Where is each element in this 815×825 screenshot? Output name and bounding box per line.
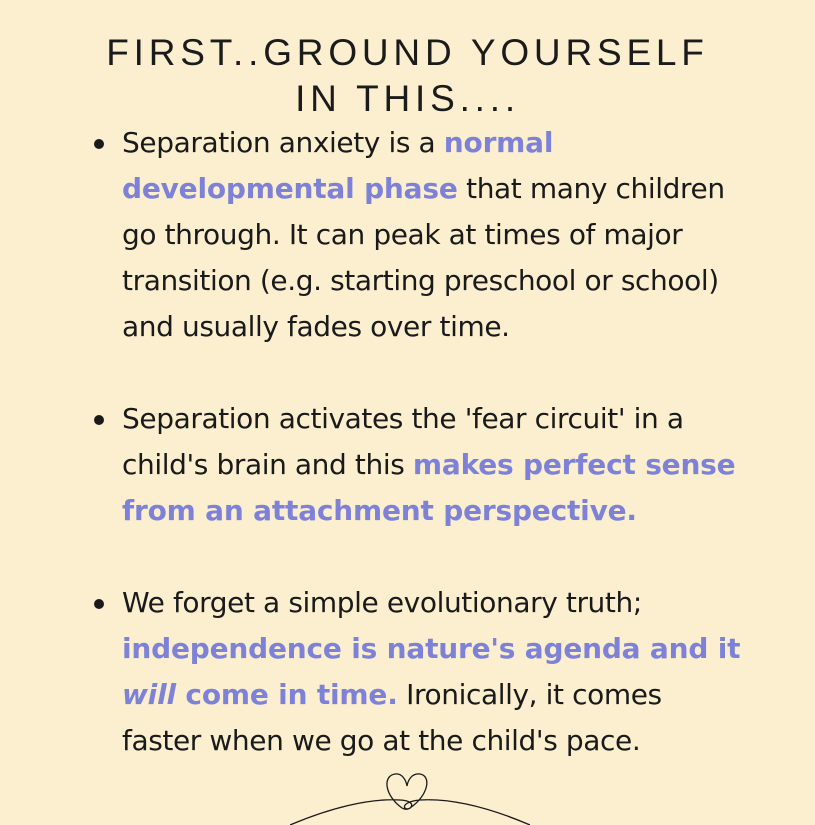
title-line-1: FIRST..GROUND YOURSELF bbox=[106, 32, 709, 73]
heart-flourish-icon bbox=[290, 768, 530, 825]
bullet-line bbox=[122, 580, 762, 626]
bullet-item-fear-circuit bbox=[122, 396, 762, 534]
plain-text: and usually fades over time. bbox=[122, 310, 510, 343]
highlight-text: makes perfect sense bbox=[412, 448, 736, 481]
plain-text: We forget a simple evolutionary truth; bbox=[122, 586, 642, 619]
bullet-dot-icon bbox=[94, 139, 104, 149]
bullet-line bbox=[122, 672, 762, 718]
plain-text: faster when we go at the child's pace. bbox=[122, 724, 641, 757]
bullet-line bbox=[122, 718, 762, 764]
bullet-line bbox=[122, 258, 762, 304]
plain-text: transition (e.g. starting preschool or school) bbox=[122, 264, 719, 297]
bullet-dot-icon bbox=[94, 599, 104, 609]
bullet-line bbox=[122, 304, 762, 350]
plain-text: child's brain and this bbox=[122, 448, 413, 481]
bullet-line bbox=[122, 626, 762, 672]
plain-text: go through. It can peak at times of major bbox=[122, 218, 683, 251]
plain-text: Separation activates the 'fear circuit' in a bbox=[122, 402, 684, 435]
highlight-text: independence is nature's agenda and it bbox=[122, 632, 741, 665]
plain-text: Separation anxiety is a bbox=[122, 126, 444, 159]
bullet-dot-icon bbox=[94, 415, 104, 425]
bullet-line bbox=[122, 166, 762, 212]
bullet-line bbox=[122, 396, 762, 442]
highlight-text: normal bbox=[443, 126, 554, 159]
highlight-italic-text: will bbox=[122, 678, 176, 711]
bullet-line bbox=[122, 488, 762, 534]
bullet-line bbox=[122, 442, 762, 488]
title-line-2: IN THIS.... bbox=[295, 78, 520, 119]
plain-text: that many children bbox=[457, 172, 725, 205]
highlight-text: developmental phase bbox=[122, 172, 458, 205]
page-title bbox=[0, 30, 815, 122]
bullet-line bbox=[122, 120, 762, 166]
bullet-item-independence bbox=[122, 580, 762, 764]
bullet-line bbox=[122, 212, 762, 258]
highlight-text: from an attachment perspective. bbox=[122, 494, 637, 527]
bullet-item-normal-phase bbox=[122, 120, 762, 350]
plain-text: Ironically, it comes bbox=[397, 678, 662, 711]
highlight-text: come in time. bbox=[175, 678, 398, 711]
